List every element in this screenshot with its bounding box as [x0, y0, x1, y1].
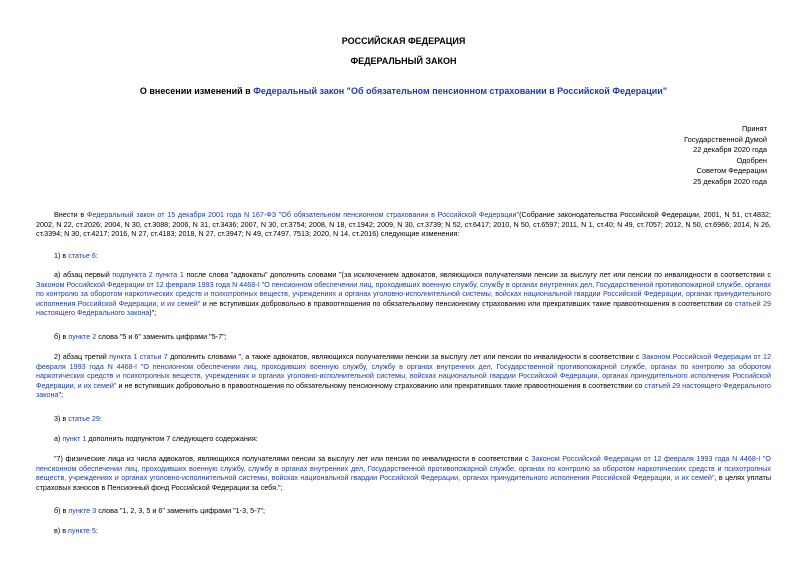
- item-3v-text-a: в) в: [54, 526, 69, 535]
- item-1b-text-a: б) в: [54, 332, 69, 341]
- article-7-link[interactable]: пункта 1 статьи 7: [109, 352, 168, 361]
- intro-paragraph: [36, 210, 771, 239]
- article-29-link-2[interactable]: статьей 29 настоящего Федерального закона: [36, 380, 771, 400]
- item-1-text-b: :: [95, 251, 98, 260]
- country-heading: РОССИЙСКАЯ ФЕДЕРАЦИЯ: [341, 36, 466, 46]
- intro-law-link[interactable]: Федеральный закон от 15 декабря 2001 года N 167-ФЗ "Об обязательном пенсионном страховании в Российской Федерации": [86, 210, 520, 219]
- item-3: [36, 414, 771, 424]
- item-3a: [36, 434, 771, 444]
- item-3-text-b: :: [99, 414, 102, 423]
- adopted-date: 22 декабря 2020 года: [693, 145, 767, 154]
- subpoint-7-text-b: , в целях уплаты страховых взносов в Пенсионный фонд Российской Федерации за себя.";: [36, 473, 771, 492]
- item-1b-text-b: слова "5 и 6" заменить цифрами "5-7";: [96, 332, 227, 341]
- intro-text-a: Внести в: [54, 210, 87, 219]
- doc-type-heading: ФЕДЕРАЛЬНЫЙ ЗАКОН: [350, 56, 457, 66]
- item-1a-text-b: после слова "адвокаты" дополнить словами "(за исключением адвокатов, являющихся получателями пенсии за выслугу лет или пенсии по инвалидности в соответствии с: [183, 270, 771, 279]
- article-29-link-3[interactable]: статье 29: [68, 414, 100, 423]
- item-3v: [36, 526, 771, 536]
- point-2-link[interactable]: пункте 2: [68, 332, 97, 341]
- intro-text-b: (Собрание законодательства Российской Федерации, 2001, N 51, ст.4832; 2002, N 22, ст.2026; 2004, N 30, ст.3088; 2006, N 31, ст.3436; 2007, N 30, ст.3754; 2008, N 18, ст.1942; 2009, N 30, ст.3739; N 52, ст.6417; 2010, N 50, ст.6597; 2011, N 1, ст.40; N 49, ст.7057; 2012, N 50, ст.6966; 2014, N 26, ст.3394; N 30, ст.4217; 2016, N 27, ст.4183; 2018, N 27, ст.3947; N 49, ст.7497, 7513; 2020, N 14, ст.2016) следующие изменения:: [36, 210, 771, 239]
- item-1a: [36, 270, 771, 318]
- item-3b-text-b: слова "1, 2, 3, 5 и 6" заменить цифрами "1-3, 5-7";: [96, 506, 266, 515]
- adoption-block: [684, 124, 767, 187]
- item-3v-text-b: :: [95, 526, 98, 535]
- subpoint-2-link[interactable]: подпункта 2 пункта 1: [112, 270, 184, 279]
- adopted-by: Государственной Думой: [684, 134, 767, 144]
- item-1a-text-d: )";: [149, 308, 157, 318]
- approved-by: Советом Федерации: [696, 166, 767, 175]
- approved-date: 25 декабря 2020 года: [693, 176, 767, 186]
- item-3b-text-a: б) в: [54, 506, 69, 515]
- point-5-link[interactable]: пункте 5: [68, 526, 96, 535]
- title-law-link[interactable]: Федеральный закон "Об обязательном пенсионном страховании в Российской Федерации": [253, 86, 668, 96]
- article-29-link[interactable]: статьей 29 настоящего Федерального закона: [36, 298, 772, 318]
- item-2-text-c: и не вступивших добровольно в правоотношения по обязательному пенсионному страхованию или прекративших такие правоотношения в соответствии со: [116, 380, 645, 390]
- item-3b: [36, 506, 771, 516]
- item-1-text-a: 1) в: [54, 251, 69, 260]
- point-1-link[interactable]: пункт 1: [62, 434, 87, 443]
- law-title: [0, 86, 807, 96]
- item-1b: [36, 332, 771, 342]
- item-2-text-a: 2) абзац третий: [54, 352, 110, 361]
- point-3-link[interactable]: пункте 3: [68, 506, 97, 515]
- law-4468-link[interactable]: Законом Российской Федерации от 12 февраля 1993 года N 4468-I "О пенсионном обеспечении лиц, проходивших военную службу, службу в органах внутренних дел, Государственной противопожарной службе, органах по контролю за оборотом наркотических средств и психотропных веществ, учреждениях и органах уголовно-исполнительной системы, войсках национальной гвардии Российской Федерации, органах принудительного исполнения Российской Федерации, и их семей": [36, 279, 771, 308]
- approved-label: Одобрен: [736, 155, 767, 165]
- item-2-text-d: ";: [58, 390, 64, 400]
- item-2-text-b: дополнить словами ", а также адвокатов, являющихся получателями пенсии за выслугу лет или пенсии по инвалидности в соответствии с: [167, 352, 642, 361]
- item-1: [36, 251, 771, 261]
- law-4468-link-2[interactable]: Законом Российской Федерации от 12 февраля 1993 года N 4468-I "О пенсионном обеспечении лиц, проходивших военную службу, службу в органах внутренних дел, Государственной противопожарной службе, органах по контролю за оборотом наркотических средств и психотропных веществ, учреждениях и органах уголовно-исполнительной системы, войсках национальной гвардии Российской Федерации, органах принудительного исполнения Российской Федерации, и их семей": [36, 352, 771, 390]
- adopted-label: Принят: [741, 124, 767, 133]
- item-2: [36, 352, 771, 400]
- item-1a-text-c: и не вступивших добровольно в правоотношения по обязательному пенсионному страхованию или прекративших такие правоотношения в соответствии со: [200, 298, 735, 308]
- item-3-text-a: 3) в: [54, 414, 69, 423]
- law-4468-link-3[interactable]: Законом Российской Федерации от 12 февраля 1993 года N 4468-I "О пенсионном обеспечении лиц, проходивших военную службу, службу в органах внутренних дел, Государственной противопожарной службе, органах по контролю за оборотом наркотических средств и психотропных веществ, учреждениях и органах уголовно-исполнительной системы, войсках национальной гвардии Российской Федерации, органах принудительного исполнения Российской Федерации, и их семей": [36, 454, 771, 483]
- item-3a-text-a: а): [54, 434, 63, 443]
- item-1a-text-a: а) абзац первый: [54, 270, 113, 279]
- title-prefix: О внесении изменений в: [139, 86, 254, 96]
- subpoint-7-text-a: "7) физические лица из числа адвокатов, являющихся получателями пенсии за выслугу лет или пенсии по инвалидности в соответствии с: [54, 454, 532, 463]
- article-6-link[interactable]: статье 6: [68, 251, 96, 260]
- subpoint-7: [36, 454, 771, 492]
- item-3a-text-b: дополнить подпунктом 7 следующего содержания:: [86, 434, 258, 443]
